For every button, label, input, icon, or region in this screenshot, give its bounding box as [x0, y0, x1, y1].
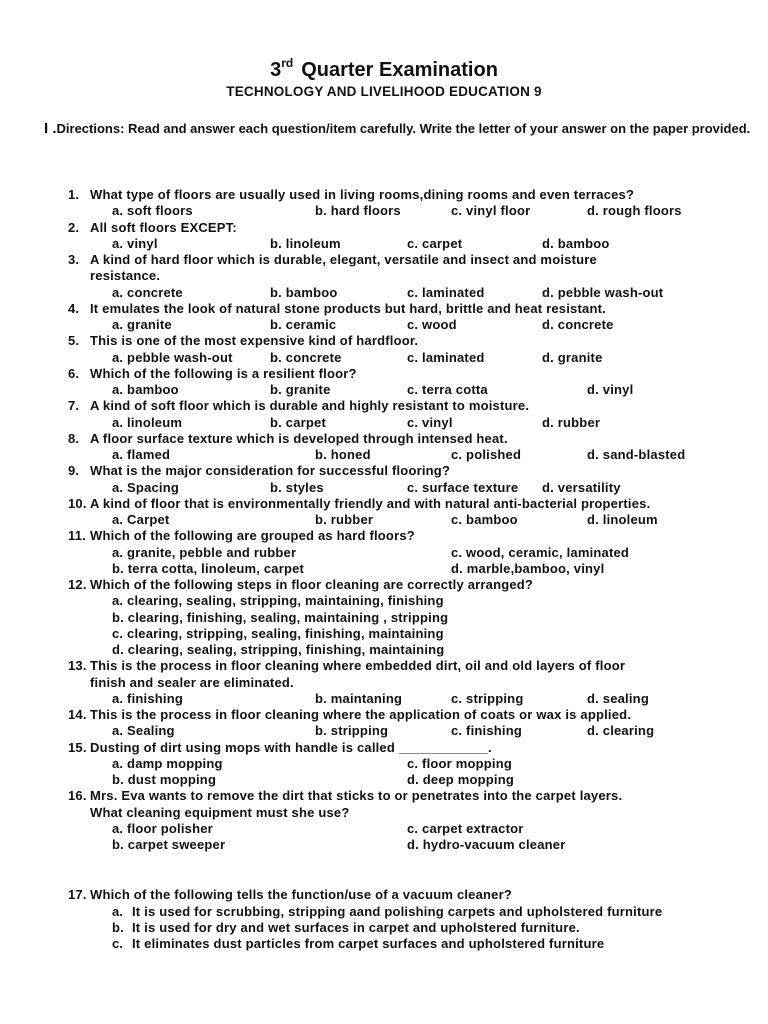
answer-options-row [68, 350, 758, 366]
answer-option: c. terra cotta [407, 382, 488, 397]
question-text [68, 658, 758, 674]
answer-option: a. clearing, sealing, stripping, maintaining, finishing [112, 593, 444, 609]
question-6 [68, 366, 758, 399]
question-line: What type of floors are usually used in living rooms,dining rooms and even terraces? [90, 187, 635, 202]
question-5 [68, 333, 758, 366]
question-text [68, 707, 758, 723]
answer-option: a. vinyl [112, 235, 158, 251]
answer-option: a. granite, pebble and rubber [112, 544, 297, 560]
question-number: 3. [68, 252, 80, 267]
question-line: Which of the following is a resilient floor? [90, 365, 357, 381]
option-text: It eliminates dust particles from carpet surfaces and upholstered furniture [132, 936, 605, 951]
question-text [68, 788, 758, 804]
question-line: Which of the following steps in floor cleaning are correctly arranged? [90, 577, 534, 592]
question-number: 8. [68, 430, 80, 446]
question-number: 15. [68, 739, 87, 755]
answer-option: c. stripping [451, 690, 524, 706]
question-text [68, 805, 758, 821]
answer-option: d. vinyl [587, 382, 634, 397]
question-text [68, 740, 758, 756]
answer-option: a. floor polisher [112, 820, 213, 836]
question-4 [68, 301, 758, 334]
answer-option: b. ceramic [270, 317, 337, 332]
answer-option: a. finishing [112, 690, 184, 706]
question-text [68, 301, 758, 317]
question-line: A kind of soft floor which is durable and highly resistant to moisture. [90, 398, 530, 414]
answer-option: d. versatility [542, 479, 621, 495]
question-11 [68, 528, 758, 577]
question-number: 1. [68, 187, 80, 202]
question-number: 11. [68, 528, 86, 544]
answer-options-row [68, 691, 758, 707]
question-number: 4. [68, 300, 80, 316]
answer-option: d. granite [542, 349, 603, 365]
question-number: 7. [68, 398, 80, 414]
answer-option: b. honed [315, 447, 371, 462]
answer-options-row [68, 382, 758, 398]
answer-option: b. terra cotta, linoleum, carpet [112, 560, 305, 576]
option-text: It is used for scrubbing, stripping aand polishing carpets and upholstered furniture [132, 903, 663, 919]
answer-option: b. styles [270, 479, 324, 495]
question-line: This is the process in floor cleaning where the application of coats or wax is applied. [90, 707, 632, 722]
answer-option [68, 904, 758, 920]
question-line: What is the major consideration for successful flooring? [90, 463, 451, 479]
question-14 [68, 707, 758, 740]
answer-options-row [68, 317, 758, 333]
answer-options-row [68, 593, 758, 609]
question-8 [68, 431, 758, 464]
question-10 [68, 496, 758, 529]
title-ordinal-suffix: rd [281, 56, 294, 70]
answer-option: d. clearing, sealing, stripping, finishing, maintaining [112, 642, 445, 657]
answer-option: d. bamboo [542, 235, 610, 251]
question-text [68, 675, 758, 691]
question-text [68, 366, 758, 382]
question-number: 12. [68, 577, 87, 592]
answer-options-row [68, 236, 758, 252]
answer-option: a. concrete [112, 284, 183, 300]
answer-option: c. laminated [407, 349, 485, 365]
question-text [68, 252, 758, 268]
question-17 [68, 887, 758, 952]
answer-options-row [68, 723, 758, 739]
answer-option [68, 920, 758, 936]
answer-option: b. linoleum [270, 235, 341, 251]
answer-option [68, 936, 758, 952]
answer-options-row [68, 285, 758, 301]
answer-option: a. Carpet [112, 512, 170, 527]
answer-options-row [68, 561, 758, 577]
question-9 [68, 463, 758, 496]
answer-option: b. dust mopping [112, 772, 217, 787]
answer-option: c. vinyl floor [451, 203, 531, 219]
question-text [68, 496, 758, 512]
question-line: A kind of hard floor which is durable, elegant, versatile and insect and moisture [90, 252, 597, 267]
question-text [68, 431, 758, 447]
answer-option: c. clearing, stripping, sealing, finishing, maintaining [112, 625, 444, 641]
answer-option: b. rubber [315, 512, 374, 527]
option-letter: c. [112, 936, 124, 951]
question-line: A kind of floor that is environmentally friendly and with natural anti-bacterial properties. [90, 495, 651, 511]
answer-option: b. clearing, finishing, sealing, maintaining , stripping [112, 609, 449, 625]
answer-option: d. clearing [587, 723, 655, 739]
title-text: Quarter Examination [301, 59, 498, 81]
question-line: A floor surface texture which is developed through intensed heat. [90, 430, 508, 446]
answer-option: d. linoleum [587, 512, 658, 527]
question-number: 13. [68, 658, 87, 674]
answer-option: a. bamboo [112, 382, 179, 397]
question-text [68, 220, 758, 236]
question-text [68, 887, 758, 903]
question-line: Which of the following are grouped as hard floors? [90, 528, 415, 544]
answer-options-row [68, 415, 758, 431]
answer-option: c. floor mopping [407, 755, 513, 771]
question-line: It emulates the look of natural stone products but hard, brittle and heat resistant. [90, 300, 606, 316]
question-line: Dusting of dirt using mops with handle is called ____________. [90, 739, 492, 755]
answer-option: c. carpet [407, 235, 463, 251]
answer-options-row [68, 447, 758, 463]
question-line: This is one of the most expensive kind of hardfloor. [90, 333, 419, 349]
answer-options-row [68, 756, 758, 772]
answer-option: d. marble,bamboo, vinyl [451, 560, 605, 576]
answer-option: c. wood, ceramic, laminated [451, 544, 630, 560]
answer-option: c. carpet extractor [407, 820, 524, 836]
question-line: What cleaning equipment must she use? [90, 804, 350, 820]
question-7 [68, 398, 758, 431]
question-text [68, 398, 758, 414]
answer-option: b. concrete [270, 349, 342, 365]
answer-option: b. stripping [315, 723, 389, 739]
option-letter: a. [112, 903, 124, 919]
question-number: 5. [68, 333, 80, 349]
answer-option: c. wood [407, 317, 457, 332]
question-text [68, 463, 758, 479]
answer-option: a. soft floors [112, 203, 193, 219]
question-line: resistance. [90, 268, 161, 284]
answer-option: a. granite [112, 317, 172, 332]
answer-option: a. Spacing [112, 479, 180, 495]
answer-option: c. laminated [407, 284, 485, 300]
answer-options-row [68, 772, 758, 788]
question-list [68, 187, 758, 952]
directions [44, 120, 756, 137]
question-line: Mrs. Eva wants to remove the dirt that sticks to or penetrates into the carpet layers. [90, 788, 623, 804]
answer-option: d. rubber [542, 414, 601, 430]
answer-option: b. hard floors [315, 203, 401, 219]
answer-option: c. finishing [451, 723, 523, 739]
answer-options-row [68, 837, 758, 853]
answer-options-row [68, 203, 758, 219]
exam-title [0, 56, 768, 82]
question-text [68, 577, 758, 593]
question-text [68, 333, 758, 349]
section-number: I . [44, 120, 57, 137]
answer-options-row [68, 512, 758, 528]
question-1 [68, 187, 758, 220]
answer-option: d. concrete [542, 317, 614, 332]
question-line: This is the process in floor cleaning where embedded dirt, oil and old layers of floor [90, 658, 626, 674]
title-ordinal: 3 [270, 59, 282, 81]
question-13 [68, 658, 758, 707]
answer-option: c. vinyl [407, 414, 453, 430]
option-text: It is used for dry and wet surfaces in carpet and upholstered furniture. [132, 919, 580, 935]
exam-subject: TECHNOLOGY AND LIVELIHOOD EDUCATION 9 [226, 84, 542, 99]
answer-option: a. damp mopping [112, 755, 223, 771]
directions-text: Directions: Read and answer each question/item carefully. Write the letter of your answer on the paper provided. [56, 121, 751, 136]
question-number: 9. [68, 463, 80, 479]
question-number: 2. [68, 219, 80, 235]
answer-option: d. hydro-vacuum cleaner [407, 837, 566, 852]
question-number: 17. [68, 887, 87, 903]
answer-option: c. polished [451, 447, 522, 462]
answer-options-row [68, 480, 758, 496]
answer-option: c. surface texture [407, 479, 519, 495]
answer-option: d. sand-blasted [587, 447, 686, 462]
answer-option: d. rough floors [587, 203, 682, 219]
question-text [68, 187, 758, 203]
answer-option: b. carpet [270, 414, 326, 430]
answer-option: a. pebble wash-out [112, 349, 233, 365]
question-line: finish and sealer are eliminated. [90, 674, 294, 690]
question-number: 10. [68, 495, 87, 511]
answer-option: d. deep mopping [407, 772, 514, 787]
answer-option: b. granite [270, 382, 331, 397]
question-text [68, 268, 758, 284]
answer-option: c. bamboo [451, 512, 518, 527]
question-12 [68, 577, 758, 658]
answer-option: d. sealing [587, 690, 649, 706]
answer-option: d. pebble wash-out [542, 284, 664, 300]
option-letter: b. [112, 919, 124, 935]
answer-options-row [68, 626, 758, 642]
question-15 [68, 740, 758, 789]
answer-option: b. maintaning [315, 690, 403, 706]
question-number: 16. [68, 788, 87, 804]
question-2 [68, 220, 758, 253]
answer-option: a. linoleum [112, 414, 183, 430]
answer-option: b. bamboo [270, 284, 338, 300]
answer-options-row [68, 821, 758, 837]
question-number: 14. [68, 707, 87, 722]
answer-option: a. Sealing [112, 723, 175, 739]
spacer [68, 853, 758, 887]
question-line: All soft floors EXCEPT: [90, 219, 237, 235]
answer-options-row [68, 610, 758, 626]
question-line: Which of the following tells the function/use of a vacuum cleaner? [90, 887, 513, 903]
answer-option: a. flamed [112, 447, 171, 462]
question-16 [68, 788, 758, 853]
question-3 [68, 252, 758, 301]
question-text [68, 528, 758, 544]
answer-option: b. carpet sweeper [112, 837, 226, 852]
question-number: 6. [68, 365, 80, 381]
answer-options-row [68, 545, 758, 561]
answer-options-row [68, 642, 758, 658]
